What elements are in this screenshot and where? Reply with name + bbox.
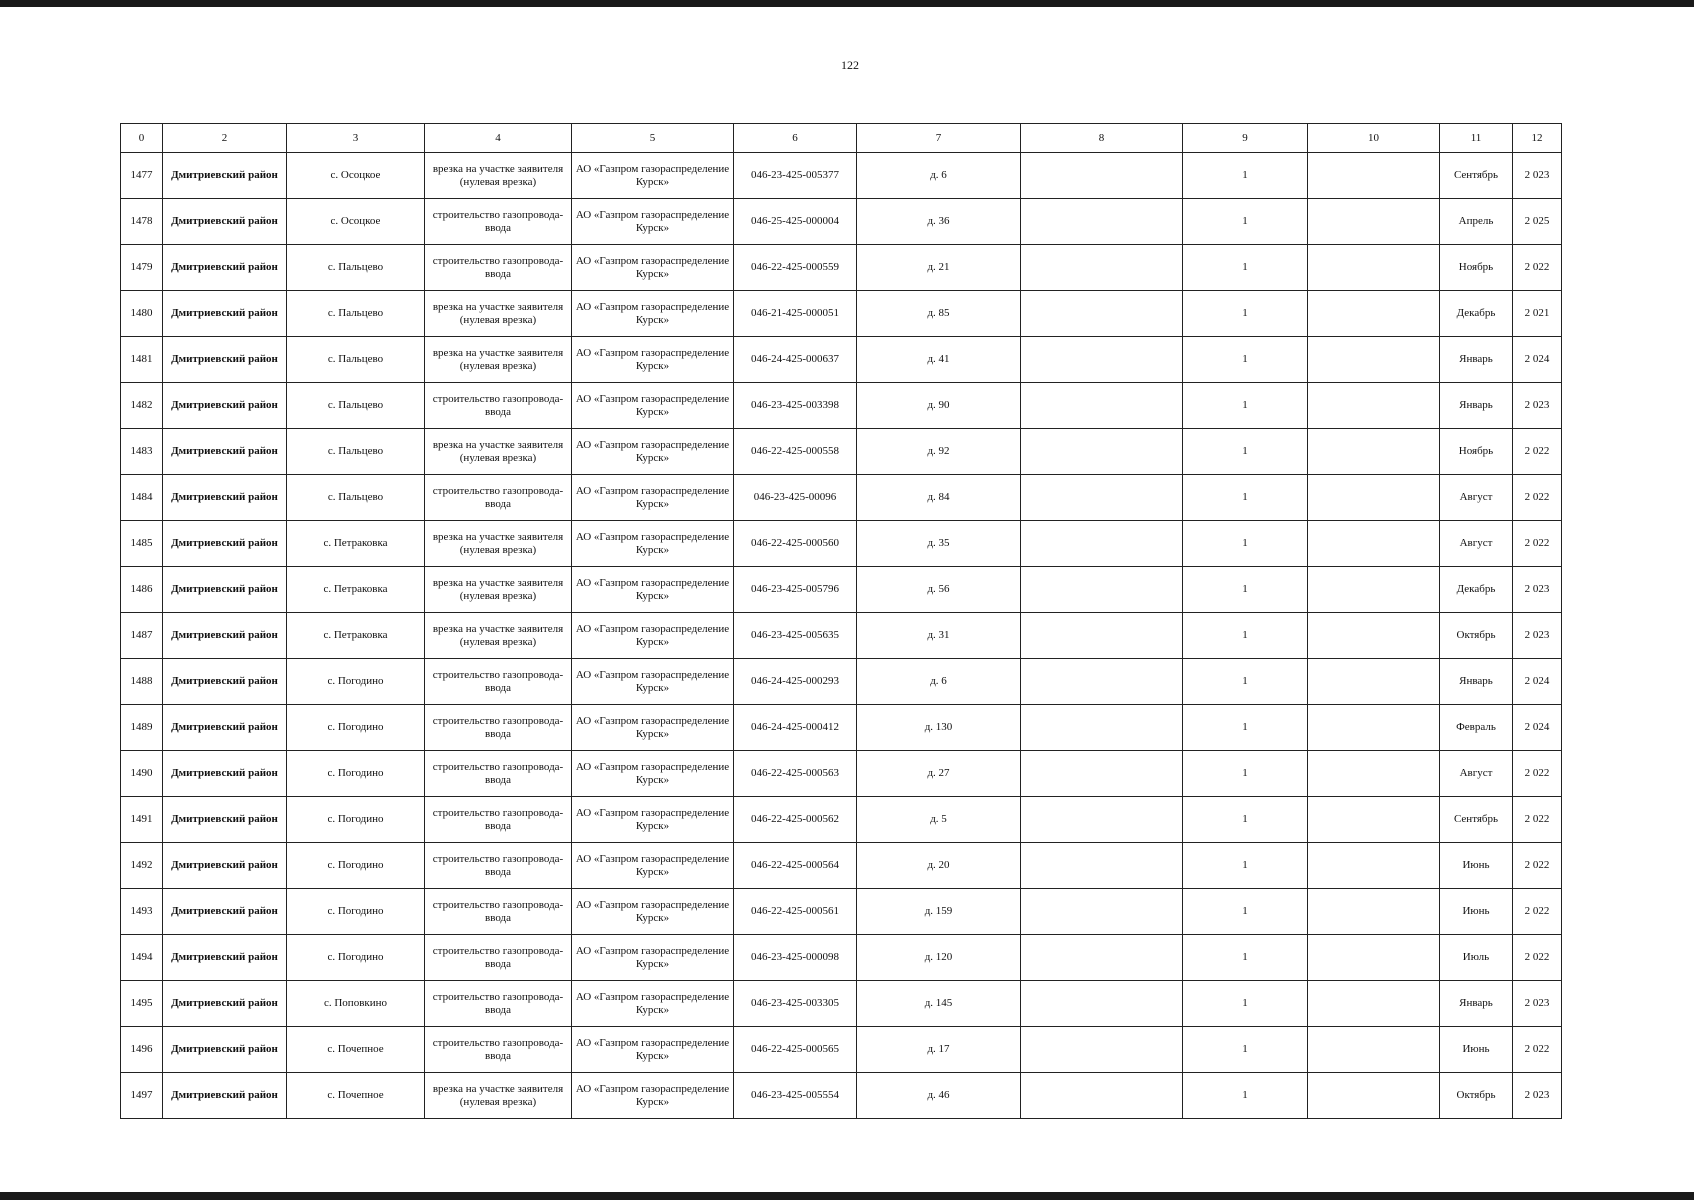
locality-cell: с. Петраковка bbox=[287, 613, 425, 659]
application-code-cell: 046-23-425-005635 bbox=[734, 613, 857, 659]
column-8-cell bbox=[1021, 429, 1183, 475]
work-type-cell: строительство газопровода-ввода bbox=[425, 1027, 572, 1073]
table-row bbox=[121, 337, 1562, 383]
district-cell: Дмитриевский район bbox=[163, 843, 287, 889]
work-type-cell: строительство газопровода-ввода bbox=[425, 705, 572, 751]
month-cell: Сентябрь bbox=[1440, 797, 1513, 843]
month-cell: Январь bbox=[1440, 337, 1513, 383]
count-cell: 1 bbox=[1183, 1027, 1308, 1073]
district-cell: Дмитриевский район bbox=[163, 659, 287, 705]
application-code-cell: 046-22-425-000560 bbox=[734, 521, 857, 567]
count-cell: 1 bbox=[1183, 659, 1308, 705]
work-type-cell: строительство газопровода-ввода bbox=[425, 475, 572, 521]
month-cell: Июнь bbox=[1440, 843, 1513, 889]
work-type-cell: врезка на участке заявителя (нулевая врезка) bbox=[425, 153, 572, 199]
column-10-cell bbox=[1308, 797, 1440, 843]
locality-cell: с. Пальцево bbox=[287, 429, 425, 475]
district-cell: Дмитриевский район bbox=[163, 613, 287, 659]
district-cell: Дмитриевский район bbox=[163, 889, 287, 935]
district-cell: Дмитриевский район bbox=[163, 153, 287, 199]
application-code-cell: 046-23-425-005377 bbox=[734, 153, 857, 199]
column-header: 0 bbox=[121, 124, 163, 153]
table-row bbox=[121, 751, 1562, 797]
column-header: 7 bbox=[857, 124, 1021, 153]
locality-cell: с. Осоцкое bbox=[287, 199, 425, 245]
table-row bbox=[121, 1073, 1562, 1119]
district-cell: Дмитриевский район bbox=[163, 567, 287, 613]
count-cell: 1 bbox=[1183, 383, 1308, 429]
column-8-cell bbox=[1021, 475, 1183, 521]
application-code-cell: 046-24-425-000412 bbox=[734, 705, 857, 751]
work-type-cell: врезка на участке заявителя (нулевая врезка) bbox=[425, 521, 572, 567]
work-type-cell: строительство газопровода-ввода bbox=[425, 797, 572, 843]
year-cell: 2 024 bbox=[1513, 337, 1562, 383]
locality-cell: с. Пальцево bbox=[287, 291, 425, 337]
column-8-cell bbox=[1021, 291, 1183, 337]
table-row bbox=[121, 199, 1562, 245]
year-cell: 2 023 bbox=[1513, 567, 1562, 613]
row-number: 1492 bbox=[121, 843, 163, 889]
column-8-cell bbox=[1021, 567, 1183, 613]
year-cell: 2 022 bbox=[1513, 843, 1562, 889]
work-type-cell: врезка на участке заявителя (нулевая врезка) bbox=[425, 613, 572, 659]
count-cell: 1 bbox=[1183, 429, 1308, 475]
work-type-cell: строительство газопровода-ввода bbox=[425, 843, 572, 889]
column-8-cell bbox=[1021, 199, 1183, 245]
work-type-cell: строительство газопровода-ввода bbox=[425, 245, 572, 291]
column-10-cell bbox=[1308, 1073, 1440, 1119]
organization-cell: АО «Газпром газораспределение Курск» bbox=[572, 521, 734, 567]
column-8-cell bbox=[1021, 659, 1183, 705]
row-number: 1479 bbox=[121, 245, 163, 291]
column-8-cell bbox=[1021, 981, 1183, 1027]
row-number: 1496 bbox=[121, 1027, 163, 1073]
application-code-cell: 046-23-425-003305 bbox=[734, 981, 857, 1027]
work-type-cell: строительство газопровода-ввода bbox=[425, 981, 572, 1027]
organization-cell: АО «Газпром газораспределение Курск» bbox=[572, 383, 734, 429]
column-number-row bbox=[121, 124, 1562, 153]
count-cell: 1 bbox=[1183, 337, 1308, 383]
organization-cell: АО «Газпром газораспределение Курск» bbox=[572, 199, 734, 245]
district-cell: Дмитриевский район bbox=[163, 199, 287, 245]
year-cell: 2 022 bbox=[1513, 245, 1562, 291]
column-10-cell bbox=[1308, 153, 1440, 199]
locality-cell: с. Почепное bbox=[287, 1073, 425, 1119]
work-type-cell: строительство газопровода-ввода bbox=[425, 383, 572, 429]
year-cell: 2 023 bbox=[1513, 613, 1562, 659]
application-code-cell: 046-23-425-003398 bbox=[734, 383, 857, 429]
column-header: 6 bbox=[734, 124, 857, 153]
district-cell: Дмитриевский район bbox=[163, 705, 287, 751]
column-header: 10 bbox=[1308, 124, 1440, 153]
table-row bbox=[121, 659, 1562, 705]
row-number: 1487 bbox=[121, 613, 163, 659]
month-cell: Июнь bbox=[1440, 889, 1513, 935]
year-cell: 2 022 bbox=[1513, 1027, 1562, 1073]
column-8-cell bbox=[1021, 613, 1183, 659]
application-code-cell: 046-24-425-000293 bbox=[734, 659, 857, 705]
work-type-cell: врезка на участке заявителя (нулевая врезка) bbox=[425, 429, 572, 475]
count-cell: 1 bbox=[1183, 935, 1308, 981]
month-cell: Февраль bbox=[1440, 705, 1513, 751]
year-cell: 2 022 bbox=[1513, 429, 1562, 475]
district-cell: Дмитриевский район bbox=[163, 1027, 287, 1073]
year-cell: 2 022 bbox=[1513, 521, 1562, 567]
year-cell: 2 025 bbox=[1513, 199, 1562, 245]
month-cell: Январь bbox=[1440, 981, 1513, 1027]
work-type-cell: строительство газопровода-ввода bbox=[425, 935, 572, 981]
district-cell: Дмитриевский район bbox=[163, 1073, 287, 1119]
organization-cell: АО «Газпром газораспределение Курск» bbox=[572, 337, 734, 383]
count-cell: 1 bbox=[1183, 475, 1308, 521]
row-number: 1490 bbox=[121, 751, 163, 797]
house-number-cell: д. 84 bbox=[857, 475, 1021, 521]
column-header: 4 bbox=[425, 124, 572, 153]
year-cell: 2 023 bbox=[1513, 383, 1562, 429]
row-number: 1497 bbox=[121, 1073, 163, 1119]
table-row bbox=[121, 245, 1562, 291]
district-cell: Дмитриевский район bbox=[163, 383, 287, 429]
table-row bbox=[121, 521, 1562, 567]
column-header: 11 bbox=[1440, 124, 1513, 153]
application-code-cell: 046-21-425-000051 bbox=[734, 291, 857, 337]
column-8-cell bbox=[1021, 521, 1183, 567]
locality-cell: с. Почепное bbox=[287, 1027, 425, 1073]
application-code-cell: 046-22-425-000562 bbox=[734, 797, 857, 843]
locality-cell: с. Пальцево bbox=[287, 475, 425, 521]
year-cell: 2 023 bbox=[1513, 1073, 1562, 1119]
year-cell: 2 023 bbox=[1513, 981, 1562, 1027]
column-10-cell bbox=[1308, 843, 1440, 889]
district-cell: Дмитриевский район bbox=[163, 475, 287, 521]
column-header: 9 bbox=[1183, 124, 1308, 153]
organization-cell: АО «Газпром газораспределение Курск» bbox=[572, 935, 734, 981]
column-10-cell bbox=[1308, 751, 1440, 797]
organization-cell: АО «Газпром газораспределение Курск» bbox=[572, 153, 734, 199]
month-cell: Апрель bbox=[1440, 199, 1513, 245]
row-number: 1489 bbox=[121, 705, 163, 751]
work-type-cell: строительство газопровода-ввода bbox=[425, 659, 572, 705]
year-cell: 2 023 bbox=[1513, 153, 1562, 199]
table-row bbox=[121, 843, 1562, 889]
work-type-cell: врезка на участке заявителя (нулевая врезка) bbox=[425, 1073, 572, 1119]
organization-cell: АО «Газпром газораспределение Курск» bbox=[572, 843, 734, 889]
locality-cell: с. Пальцево bbox=[287, 245, 425, 291]
table-row bbox=[121, 981, 1562, 1027]
locality-cell: с. Погодино bbox=[287, 935, 425, 981]
row-number: 1485 bbox=[121, 521, 163, 567]
count-cell: 1 bbox=[1183, 245, 1308, 291]
application-code-cell: 046-23-425-00096 bbox=[734, 475, 857, 521]
column-10-cell bbox=[1308, 475, 1440, 521]
house-number-cell: д. 6 bbox=[857, 153, 1021, 199]
column-8-cell bbox=[1021, 751, 1183, 797]
year-cell: 2 021 bbox=[1513, 291, 1562, 337]
house-number-cell: д. 35 bbox=[857, 521, 1021, 567]
work-type-cell: врезка на участке заявителя (нулевая врезка) bbox=[425, 291, 572, 337]
organization-cell: АО «Газпром газораспределение Курск» bbox=[572, 1073, 734, 1119]
table-row bbox=[121, 889, 1562, 935]
column-header: 8 bbox=[1021, 124, 1183, 153]
table-row bbox=[121, 475, 1562, 521]
row-number: 1478 bbox=[121, 199, 163, 245]
month-cell: Август bbox=[1440, 521, 1513, 567]
row-number: 1483 bbox=[121, 429, 163, 475]
organization-cell: АО «Газпром газораспределение Курск» bbox=[572, 751, 734, 797]
table-row bbox=[121, 935, 1562, 981]
count-cell: 1 bbox=[1183, 567, 1308, 613]
locality-cell: с. Петраковка bbox=[287, 567, 425, 613]
locality-cell: с. Погодино bbox=[287, 751, 425, 797]
year-cell: 2 022 bbox=[1513, 935, 1562, 981]
organization-cell: АО «Газпром газораспределение Курск» bbox=[572, 567, 734, 613]
organization-cell: АО «Газпром газораспределение Курск» bbox=[572, 889, 734, 935]
organization-cell: АО «Газпром газораспределение Курск» bbox=[572, 613, 734, 659]
column-header: 5 bbox=[572, 124, 734, 153]
count-cell: 1 bbox=[1183, 1073, 1308, 1119]
house-number-cell: д. 46 bbox=[857, 1073, 1021, 1119]
district-cell: Дмитриевский район bbox=[163, 245, 287, 291]
column-header: 2 bbox=[163, 124, 287, 153]
table-row bbox=[121, 153, 1562, 199]
district-cell: Дмитриевский район bbox=[163, 337, 287, 383]
work-type-cell: строительство газопровода-ввода bbox=[425, 199, 572, 245]
column-10-cell bbox=[1308, 889, 1440, 935]
month-cell: Ноябрь bbox=[1440, 245, 1513, 291]
application-code-cell: 046-23-425-005554 bbox=[734, 1073, 857, 1119]
column-10-cell bbox=[1308, 245, 1440, 291]
application-code-cell: 046-23-425-005796 bbox=[734, 567, 857, 613]
application-code-cell: 046-22-425-000558 bbox=[734, 429, 857, 475]
column-10-cell bbox=[1308, 521, 1440, 567]
row-number: 1494 bbox=[121, 935, 163, 981]
count-cell: 1 bbox=[1183, 153, 1308, 199]
month-cell: Январь bbox=[1440, 659, 1513, 705]
column-8-cell bbox=[1021, 245, 1183, 291]
month-cell: Август bbox=[1440, 751, 1513, 797]
locality-cell: с. Погодино bbox=[287, 705, 425, 751]
house-number-cell: д. 92 bbox=[857, 429, 1021, 475]
column-header: 3 bbox=[287, 124, 425, 153]
table-row bbox=[121, 567, 1562, 613]
organization-cell: АО «Газпром газораспределение Курск» bbox=[572, 291, 734, 337]
work-type-cell: строительство газопровода-ввода bbox=[425, 751, 572, 797]
count-cell: 1 bbox=[1183, 751, 1308, 797]
month-cell: Июнь bbox=[1440, 1027, 1513, 1073]
column-10-cell bbox=[1308, 199, 1440, 245]
application-code-cell: 046-23-425-000098 bbox=[734, 935, 857, 981]
column-10-cell bbox=[1308, 613, 1440, 659]
count-cell: 1 bbox=[1183, 981, 1308, 1027]
table-row bbox=[121, 291, 1562, 337]
column-8-cell bbox=[1021, 1027, 1183, 1073]
organization-cell: АО «Газпром газораспределение Курск» bbox=[572, 475, 734, 521]
row-number: 1482 bbox=[121, 383, 163, 429]
house-number-cell: д. 145 bbox=[857, 981, 1021, 1027]
column-10-cell bbox=[1308, 337, 1440, 383]
month-cell: Июль bbox=[1440, 935, 1513, 981]
column-10-cell bbox=[1308, 935, 1440, 981]
year-cell: 2 022 bbox=[1513, 797, 1562, 843]
column-10-cell bbox=[1308, 705, 1440, 751]
organization-cell: АО «Газпром газораспределение Курск» bbox=[572, 1027, 734, 1073]
month-cell: Август bbox=[1440, 475, 1513, 521]
year-cell: 2 022 bbox=[1513, 889, 1562, 935]
house-number-cell: д. 6 bbox=[857, 659, 1021, 705]
organization-cell: АО «Газпром газораспределение Курск» bbox=[572, 429, 734, 475]
month-cell: Октябрь bbox=[1440, 1073, 1513, 1119]
year-cell: 2 024 bbox=[1513, 705, 1562, 751]
column-8-cell bbox=[1021, 1073, 1183, 1119]
column-10-cell bbox=[1308, 383, 1440, 429]
house-number-cell: д. 56 bbox=[857, 567, 1021, 613]
district-cell: Дмитриевский район bbox=[163, 521, 287, 567]
month-cell: Январь bbox=[1440, 383, 1513, 429]
row-number: 1493 bbox=[121, 889, 163, 935]
row-number: 1484 bbox=[121, 475, 163, 521]
house-number-cell: д. 85 bbox=[857, 291, 1021, 337]
application-code-cell: 046-22-425-000561 bbox=[734, 889, 857, 935]
district-cell: Дмитриевский район bbox=[163, 797, 287, 843]
application-code-cell: 046-25-425-000004 bbox=[734, 199, 857, 245]
organization-cell: АО «Газпром газораспределение Курск» bbox=[572, 705, 734, 751]
district-cell: Дмитриевский район bbox=[163, 981, 287, 1027]
month-cell: Октябрь bbox=[1440, 613, 1513, 659]
organization-cell: АО «Газпром газораспределение Курск» bbox=[572, 245, 734, 291]
locality-cell: с. Пальцево bbox=[287, 337, 425, 383]
month-cell: Ноябрь bbox=[1440, 429, 1513, 475]
table-row bbox=[121, 797, 1562, 843]
count-cell: 1 bbox=[1183, 521, 1308, 567]
district-cell: Дмитриевский район bbox=[163, 751, 287, 797]
count-cell: 1 bbox=[1183, 797, 1308, 843]
table-row bbox=[121, 429, 1562, 475]
column-8-cell bbox=[1021, 843, 1183, 889]
year-cell: 2 024 bbox=[1513, 659, 1562, 705]
house-number-cell: д. 5 bbox=[857, 797, 1021, 843]
scan-edge-bottom bbox=[0, 1192, 1694, 1200]
column-10-cell bbox=[1308, 429, 1440, 475]
column-8-cell bbox=[1021, 705, 1183, 751]
row-number: 1495 bbox=[121, 981, 163, 1027]
count-cell: 1 bbox=[1183, 843, 1308, 889]
locality-cell: с. Погодино bbox=[287, 659, 425, 705]
month-cell: Сентябрь bbox=[1440, 153, 1513, 199]
house-number-cell: д. 159 bbox=[857, 889, 1021, 935]
locality-cell: с. Погодино bbox=[287, 797, 425, 843]
column-8-cell bbox=[1021, 797, 1183, 843]
column-10-cell bbox=[1308, 1027, 1440, 1073]
gasification-table bbox=[120, 123, 1562, 1119]
house-number-cell: д. 17 bbox=[857, 1027, 1021, 1073]
page-number: 122 bbox=[841, 58, 859, 72]
house-number-cell: д. 41 bbox=[857, 337, 1021, 383]
district-cell: Дмитриевский район bbox=[163, 291, 287, 337]
column-8-cell bbox=[1021, 153, 1183, 199]
house-number-cell: д. 36 bbox=[857, 199, 1021, 245]
application-code-cell: 046-24-425-000637 bbox=[734, 337, 857, 383]
work-type-cell: врезка на участке заявителя (нулевая врезка) bbox=[425, 337, 572, 383]
work-type-cell: строительство газопровода-ввода bbox=[425, 889, 572, 935]
district-cell: Дмитриевский район bbox=[163, 935, 287, 981]
column-header: 12 bbox=[1513, 124, 1562, 153]
table-row bbox=[121, 1027, 1562, 1073]
district-cell: Дмитриевский район bbox=[163, 429, 287, 475]
locality-cell: с. Поповкино bbox=[287, 981, 425, 1027]
year-cell: 2 022 bbox=[1513, 751, 1562, 797]
month-cell: Декабрь bbox=[1440, 291, 1513, 337]
house-number-cell: д. 90 bbox=[857, 383, 1021, 429]
work-type-cell: врезка на участке заявителя (нулевая врезка) bbox=[425, 567, 572, 613]
row-number: 1488 bbox=[121, 659, 163, 705]
table-row bbox=[121, 705, 1562, 751]
house-number-cell: д. 120 bbox=[857, 935, 1021, 981]
column-10-cell bbox=[1308, 291, 1440, 337]
locality-cell: с. Пальцево bbox=[287, 383, 425, 429]
column-10-cell bbox=[1308, 659, 1440, 705]
house-number-cell: д. 31 bbox=[857, 613, 1021, 659]
count-cell: 1 bbox=[1183, 613, 1308, 659]
locality-cell: с. Погодино bbox=[287, 843, 425, 889]
organization-cell: АО «Газпром газораспределение Курск» bbox=[572, 797, 734, 843]
row-number: 1491 bbox=[121, 797, 163, 843]
count-cell: 1 bbox=[1183, 705, 1308, 751]
column-8-cell bbox=[1021, 889, 1183, 935]
year-cell: 2 022 bbox=[1513, 475, 1562, 521]
application-code-cell: 046-22-425-000564 bbox=[734, 843, 857, 889]
column-8-cell bbox=[1021, 337, 1183, 383]
table-row bbox=[121, 613, 1562, 659]
organization-cell: АО «Газпром газораспределение Курск» bbox=[572, 659, 734, 705]
application-code-cell: 046-22-425-000563 bbox=[734, 751, 857, 797]
count-cell: 1 bbox=[1183, 889, 1308, 935]
scan-edge-top bbox=[0, 0, 1694, 7]
application-code-cell: 046-22-425-000559 bbox=[734, 245, 857, 291]
locality-cell: с. Осоцкое bbox=[287, 153, 425, 199]
locality-cell: с. Петраковка bbox=[287, 521, 425, 567]
row-number: 1477 bbox=[121, 153, 163, 199]
column-8-cell bbox=[1021, 383, 1183, 429]
column-10-cell bbox=[1308, 567, 1440, 613]
locality-cell: с. Погодино bbox=[287, 889, 425, 935]
organization-cell: АО «Газпром газораспределение Курск» bbox=[572, 981, 734, 1027]
month-cell: Декабрь bbox=[1440, 567, 1513, 613]
row-number: 1481 bbox=[121, 337, 163, 383]
table-row bbox=[121, 383, 1562, 429]
count-cell: 1 bbox=[1183, 199, 1308, 245]
count-cell: 1 bbox=[1183, 291, 1308, 337]
column-10-cell bbox=[1308, 981, 1440, 1027]
house-number-cell: д. 27 bbox=[857, 751, 1021, 797]
row-number: 1486 bbox=[121, 567, 163, 613]
house-number-cell: д. 21 bbox=[857, 245, 1021, 291]
table-body bbox=[121, 153, 1562, 1119]
application-code-cell: 046-22-425-000565 bbox=[734, 1027, 857, 1073]
row-number: 1480 bbox=[121, 291, 163, 337]
house-number-cell: д. 20 bbox=[857, 843, 1021, 889]
column-8-cell bbox=[1021, 935, 1183, 981]
house-number-cell: д. 130 bbox=[857, 705, 1021, 751]
